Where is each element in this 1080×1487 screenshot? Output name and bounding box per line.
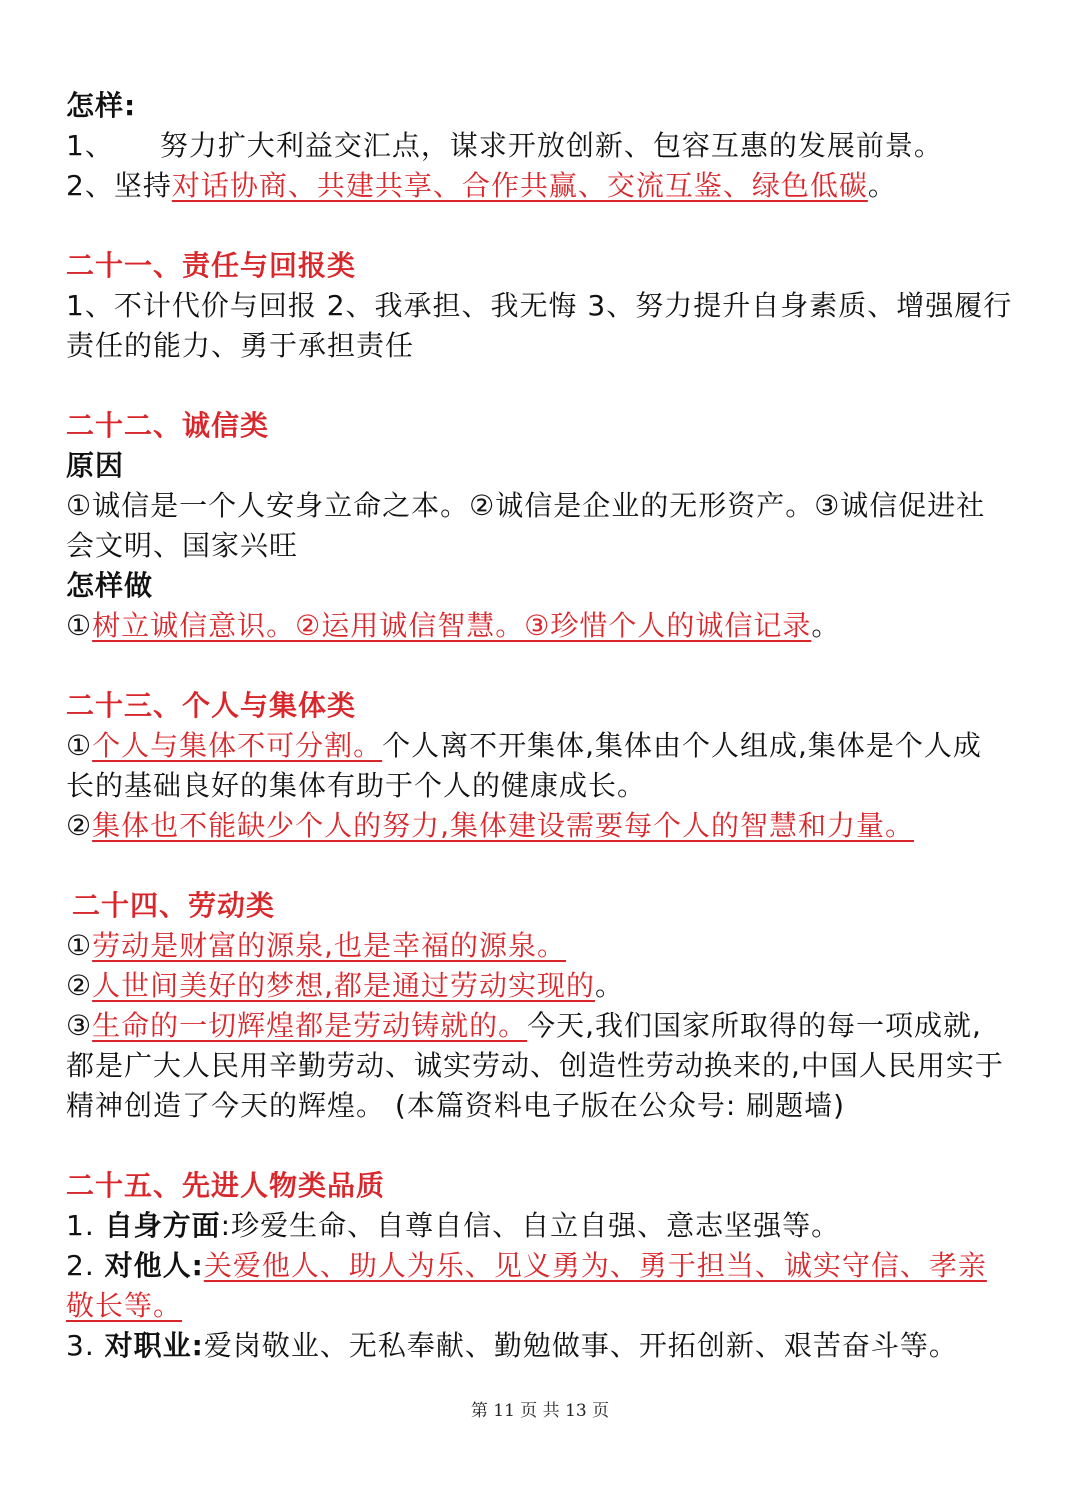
paragraph-line: 会文明、国家兴旺 xyxy=(66,529,299,562)
subheading-reason: 原因 xyxy=(66,449,125,482)
item-prefix: ③ xyxy=(66,1009,93,1042)
item-end: 。 xyxy=(811,609,841,642)
highlighted-text: 集体也不能缺少个人的努力,集体建设需要每个人的智慧和力量。 xyxy=(92,809,915,842)
item-end: 。 xyxy=(867,169,897,202)
page-number: 第 11 页 共 13 页 xyxy=(470,1401,610,1421)
paragraph-line xyxy=(66,1006,1016,1046)
paragraph-line: 责任的能力、勇于承担责任 xyxy=(66,329,415,362)
paragraph-line xyxy=(66,726,1016,766)
list-item xyxy=(66,126,1016,166)
paragraph-line xyxy=(66,926,1016,966)
item-prefix: ① xyxy=(66,609,93,642)
item-text: 个人离不开集体,集体由个人组成,集体是个人成 xyxy=(382,729,982,762)
item-number: 3. xyxy=(66,1329,95,1362)
paragraph-line: ①诚信是一个人安身立命之本。②诚信是企业的无形资产。③诚信促进社 xyxy=(66,489,986,522)
item-label: 自身方面 xyxy=(104,1209,221,1242)
paragraph-line xyxy=(66,966,1016,1006)
item-prefix: ① xyxy=(66,729,93,762)
subheading-how: 怎样做 xyxy=(66,569,154,602)
paragraph-line: 长的基础良好的集体有助于个人的健康成长。 xyxy=(66,769,647,802)
highlighted-text: 劳动是财富的源泉,也是幸福的源泉。 xyxy=(92,929,567,962)
item-prefix: ② xyxy=(66,809,93,842)
highlighted-text: 树立诚信意识。②运用诚信智慧。③珍惜个人的诚信记录 xyxy=(92,609,812,642)
paragraph-line xyxy=(66,606,1016,646)
item-text: 今天,我们国家所取得的每一项成就, xyxy=(527,1009,982,1042)
item-prefix: 2、坚持 xyxy=(66,169,172,202)
item-prefix: ② xyxy=(66,969,93,1002)
list-item xyxy=(66,1206,1016,1246)
item-label: 对职业: xyxy=(104,1329,204,1362)
paragraph-line: 精神创造了今天的辉煌。 (本篇资料电子版在公众号: 刷题墙) xyxy=(66,1089,846,1122)
item-text: :珍爱生命、自尊自信、自立自强、意志坚强等。 xyxy=(220,1209,841,1242)
highlighted-text: 生命的一切辉煌都是劳动铸就的。 xyxy=(92,1009,528,1042)
highlighted-text: 关爱他人、助人为乐、见义勇为、勇于担当、诚实守信、孝亲 xyxy=(203,1249,987,1282)
highlighted-text: 个人与集体不可分割。 xyxy=(92,729,383,762)
list-item xyxy=(66,1246,1016,1286)
section-title: 二十一、责任与回报类 xyxy=(66,249,357,282)
item-number: 1、 xyxy=(66,129,114,162)
highlighted-text: 人世间美好的梦想,都是通过劳动实现的 xyxy=(92,969,596,1002)
item-end: 。 xyxy=(595,969,625,1002)
paragraph-line: 1、不计代价与回报 2、我承担、我无悔 3、努力提升自身素质、增强履行 xyxy=(66,289,1013,322)
item-text: 爱岗敬业、无私奉献、勤勉做事、开拓创新、艰苦奋斗等。 xyxy=(203,1329,958,1362)
list-item-continued xyxy=(66,1286,1016,1326)
paragraph-line: 都是广大人民用辛勤劳动、诚实劳动、创造性劳动换来的,中国人民用实于 xyxy=(66,1049,1004,1082)
highlighted-text: 对话协商、共建共享、合作共赢、交流互鉴、绿色低碳 xyxy=(171,169,868,202)
item-label: 对他人: xyxy=(104,1249,204,1282)
item-text: 努力扩大利益交汇点，谋求开放创新、包容互惠的发展前景。 xyxy=(159,129,943,162)
section-title: 二十二、诚信类 xyxy=(66,409,270,442)
item-prefix: ① xyxy=(66,929,93,962)
section-title: 二十五、先进人物类品质 xyxy=(66,1169,386,1202)
item-number: 1. xyxy=(66,1209,95,1242)
section-title: 二十三、个人与集体类 xyxy=(66,689,357,722)
paragraph-line xyxy=(66,806,1016,846)
list-item xyxy=(66,166,1016,206)
highlighted-text: 敬长等。 xyxy=(66,1289,183,1322)
section-heading-how: 怎样: xyxy=(66,89,137,122)
list-item xyxy=(66,1326,1016,1366)
section-title: 二十四、劳动类 xyxy=(72,889,276,922)
item-number: 2. xyxy=(66,1249,95,1282)
